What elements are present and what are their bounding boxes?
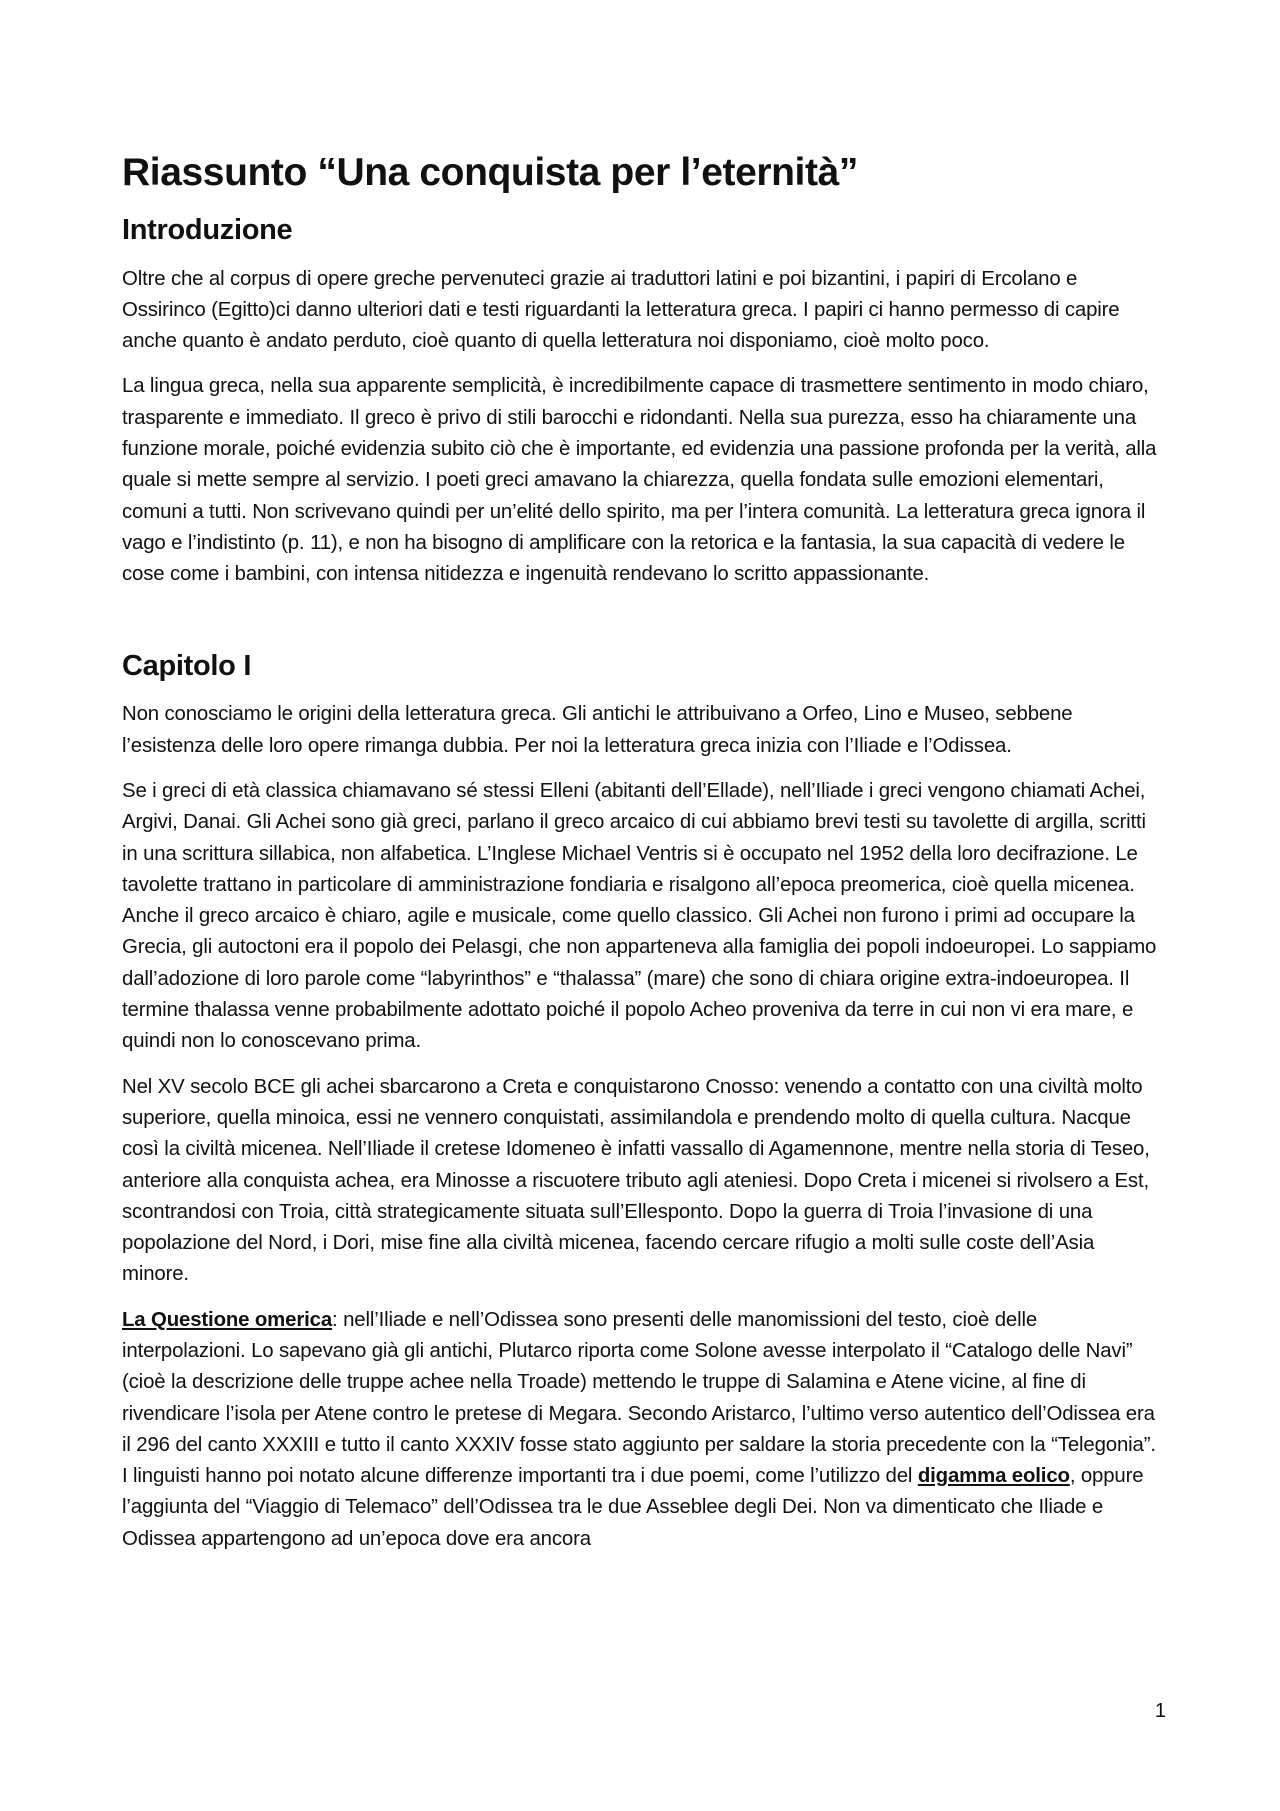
page-content <box>122 150 1162 1555</box>
document-title: Riassunto “Una conquista per l’eternità” <box>122 151 858 194</box>
paragraph-cap1-2: Se i greci di età classica chiamavano sé stessi Elleni (abitanti dell’Ellade), nell’Iliade i greci vengono chiamati Achei, Argivi, Danai. Gli Achei sono già greci, parlano il greco arcaico di cui abbiamo brevi testi su tavolette di argilla, scritti in una scrittura sillabica, non alfabetica. L’Inglese Michael Ventris si è occupato nel 1952 della loro decifrazione. Le tavolette trattano in particolare di amministrazione fondiaria e risalgono all’epoca preomerica, cioè quella micenea. Anche il greco arcaico è chiaro, agile e musicale, come quello classico. Gli Achei non furono i primi ad occupare la Grecia, gli autoctoni era il popolo dei Pelasgi, che non apparteneva alla famiglia dei popoli indoeuropei. Lo sappiamo dall’adozione di loro parole come “labyrinthos” e “thalassa” (mare) che sono di chiara origine extra-indoeuropea. Il termine thalassa venne probabilmente adottato poiché il popolo Acheo proveniva da terre in cui non vi era mare, e quindi non lo conoscevano prima. <box>122 779 1157 1053</box>
digamma-eolico-term: digamma eolico <box>917 1465 1070 1488</box>
questione-text-a: : nell’Iliade e nell’Odissea sono presenti delle manomissioni del testo, cioè delle interpolazioni. Lo sapevano già gli antichi, Plutarco riporta come Solone avesse interpolato il “Catalogo delle Navi” (cioè la descrizione delle truppe achee nella Troade) mettendo le truppe di Salamina e Atene vicine, al fine di rivendicare l’isola per Atene contro le pretese di Megara. Secondo Aristarco, l’ultimo verso autentico dell’Odissea era il 296 del canto XXXIII e tutto il canto XXXIV fosse stato aggiunto per saldare la storia precedente con la “Telegonia”. I linguisti hanno poi notato alcune differenze importanti tra i due poemi, come l’utilizzo del <box>122 1308 1156 1488</box>
paragraph-intro-2: La lingua greca, nella sua apparente semplicità, è incredibilmente capace di trasmettere sentimento in modo chiaro, trasparente e immediato. Il greco è privo di stili barocchi e ridondanti. Nella sua purezza, esso ha chiaramente una funzione morale, poiché evidenzia subito ciò che è importante, ed evidenzia una passione profonda per la verità, alla quale si mette sempre al servizio. I poeti greci amavano la chiarezza, quella fondata sulle emozioni elementari, comuni a tutti. Non scrivevano quindi per un’elité dello spirito, ma per l’intera comunità. La letteratura greca ignora il vago e l’indistinto (p. 11), e non ha bisogno di amplificare con la retorica e la fantasia, la sua capacità di vedere le cose come i bambini, con intensa nitidezza e ingenuità rendevano lo scritto appassionante. <box>122 375 1157 586</box>
heading-introduzione: Introduzione <box>122 213 293 246</box>
paragraph-intro-1: Oltre che al corpus di opere greche pervenuteci grazie ai traduttori latini e poi bizantini, i papiri di Ercolano e Ossirinco (Egitto)ci danno ulteriori dati e testi riguardanti la letteratura greca. I papiri ci hanno permesso di capire anche quanto è andato perduto, cioè quanto di quella letteratura noi disponiamo, cioè molto poco. <box>122 267 1120 353</box>
paragraph-cap1-1: Non conosciamo le origini della letteratura greca. Gli antichi le attribuivano a Orfeo, Lino e Museo, sebbene l’esistenza delle loro opere rimanga dubbia. Per noi la letteratura greca inizia con l’Iliade e l’Odissea. <box>122 703 1073 757</box>
page-number: 1 <box>1154 1700 1166 1722</box>
questione-text-b: , oppure l’aggiunta del “Viaggio di Telemaco” dell’Odissea tra le due Asseblee degli Dei. Non va dimenticato che Iliade e Odissea appartengono ad un’epoca dove era ancora <box>122 1465 1144 1550</box>
heading-capitolo-1: Capitolo I <box>122 649 252 682</box>
paragraph-questione-omerica <box>122 1305 1162 1555</box>
questione-omerica-label: La Questione omerica <box>122 1308 333 1331</box>
paragraph-cap1-3: Nel XV secolo BCE gli achei sbarcarono a Creta e conquistarono Cnosso: venendo a contatto con una civiltà molto superiore, quella minoica, essi ne vennero conquistati, assimilandola e prendendo molto di quella cultura. Nacque così la civiltà micenea. Nell’Iliade il cretese Idomeneo è infatti vassallo di Agamennone, mentre nella storia di Teseo, anteriore alla conquista achea, era Minosse a riscuotere tributo agli ateniesi. Dopo Creta i micenei si rivolsero a Est, scontrandosi con Troia, città strategicamente situata sull’Ellesponto. Dopo la guerra di Troia l’invasione di una popolazione del Nord, i Dori, mise fine alla civiltà micenea, facendo cercare rifugio a molti sulle coste dell’Asia minore. <box>122 1075 1150 1286</box>
